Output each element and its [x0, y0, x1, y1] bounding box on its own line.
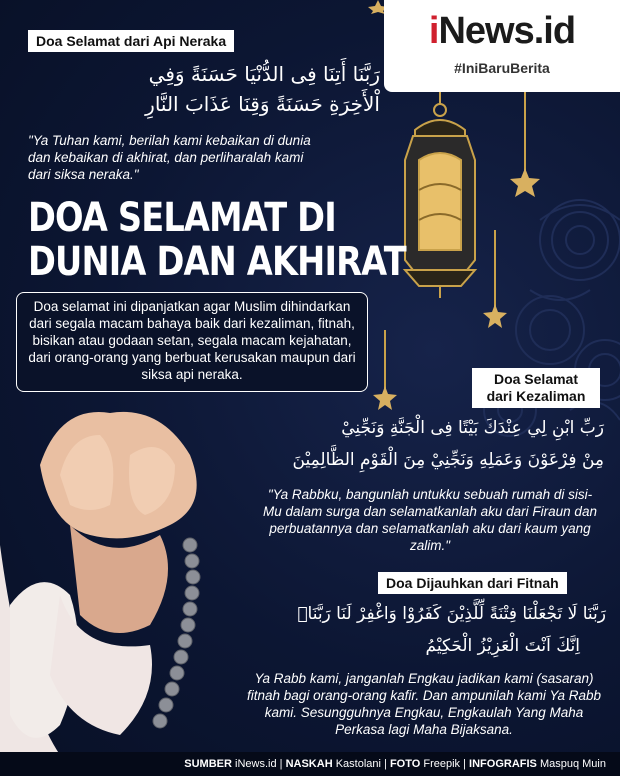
- main-title: [28, 196, 406, 284]
- section1-label: Doa Selamat dari Api Neraka: [28, 30, 234, 52]
- section2-label: [472, 368, 600, 408]
- main-title-line1: DOA SELAMAT DI: [28, 195, 336, 241]
- section1-arabic-line2: اْلأَخِرَةِ حَسَنَةً وَقِنَا عَذَابَ النَّارِ: [145, 92, 380, 116]
- hanging-star-decoration: [370, 330, 400, 410]
- brand-tagline: #IniBaruBerita: [454, 60, 550, 76]
- section1-translation: "Ya Tuhan kami, berilah kami kebaikan di dunia dan kebaikan di akhirat, dan perliharalah kami dari siksa neraka.": [28, 133, 311, 182]
- section1-arabic-line1: رَبَّنَا أَتِنَا فِى الدُّنْيَا حَسَنَةً وَفِي: [148, 62, 380, 86]
- credits-footer: SUMBER iNews.id | NASKAH Kastolani | FOTO Freepik | INFOGRAFIS Maspuq Muin: [0, 752, 620, 776]
- main-title-line2: DUNIA DAN AKHIRAT: [28, 239, 406, 285]
- section3-arabic-line2: اِنَّكَ اَنْتَ الْعَزِيْزُ الْحَكِيْمُ: [425, 636, 580, 656]
- inews-logo: iNews.id: [428, 10, 576, 52]
- section3-label: Doa Dijauhkan dari Fitnah: [378, 572, 567, 594]
- section2-translation: "Ya Rabbku, bangunlah untukku sebuah rumah di sisi-Mu dalam surga dan selamatkanlah aku dari Firaun dan perbuatannya dan selamatkanlah aku dari kaum yang zalim.": [263, 487, 597, 553]
- intro-box: Doa selamat ini dipanjatkan agar Muslim dihindarkan dari segala macam bahaya baik dari kezaliman, fitnah, bisikan atau godaan setan, segala macam kejahatan, dari orang-orang yang berbuat kerusakan maupun dari siksa api neraka.: [16, 292, 368, 392]
- brand-card: [384, 0, 620, 92]
- section2-label-line1: Doa Selamat: [493, 371, 579, 387]
- section3-arabic-line1: رَبَّنَا لَا تَجْعَلْنَا فِتْنَةً لِّلَّذِيْنَ كَفَرُوْا وَاغْفِرْ لَنَا رَبَّنَاۚ: [297, 604, 606, 624]
- praying-hands-illustration: [0, 395, 230, 755]
- section3-translation: Ya Rabb kami, janganlah Engkau jadikan kami (sasaran) fitnah bagi orang-orang kafir. Dan ampunilah kami Ya Rabb kami. Sesungguhnya Engkau, Engkaulah Yang Maha Perkasa lagi Maha Bijaksana.: [247, 671, 601, 737]
- section2-label-line2: dari Kezaliman: [486, 388, 586, 404]
- section2-arabic-line1: رَبِّ ابْنِ لِي عِنْدَكَ بَيْتًا فِى الْجَنَّةِ وَنَجِّنِيْ: [341, 418, 604, 438]
- section2-arabic-line2: مِنْ فِرْعَوْنَ وَعَمَلِهِ وَنَجِّنِيْ مِنَ الْقَوْمِ الظَّالِمِيْنَ: [292, 450, 604, 470]
